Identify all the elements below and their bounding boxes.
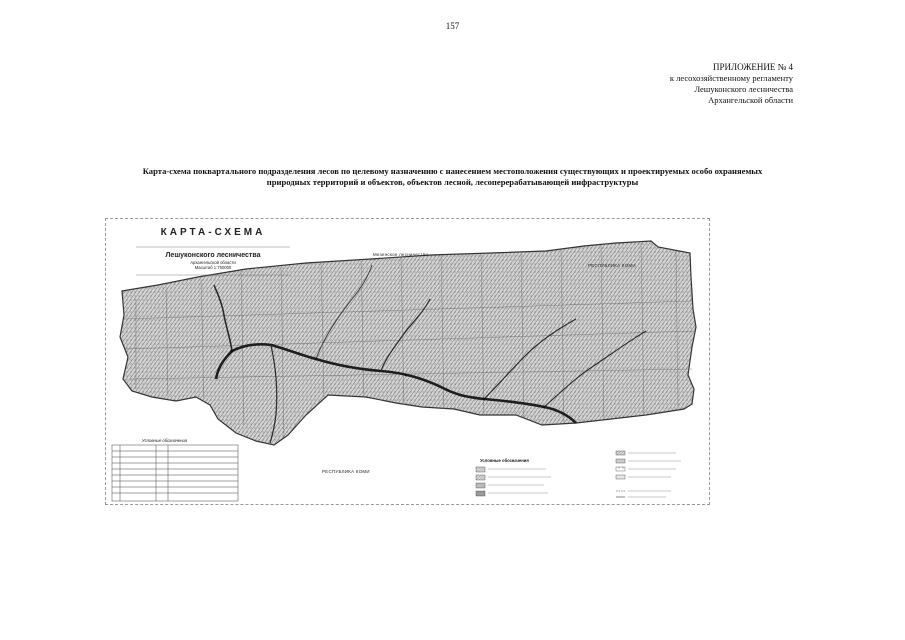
map-kind-title: КАРТА-СХЕМА bbox=[160, 227, 266, 238]
neighbor-label-bottom: РЕСПУБЛИКА КОМИ bbox=[322, 469, 370, 474]
neighbor-label-right: РЕСПУБЛИКА КОМИ bbox=[588, 263, 636, 268]
legend-table bbox=[112, 445, 238, 501]
appendix-line-forestry: Лешуконского лесничества bbox=[694, 84, 793, 94]
appendix-line-region: Архангельской области bbox=[708, 95, 793, 105]
appendix-title: ПРИЛОЖЕНИЕ № 4 bbox=[712, 62, 793, 72]
legend-left-caption: Условные обозначения bbox=[142, 438, 188, 443]
map-forestry-name: Лешуконского лесничества bbox=[165, 252, 261, 260]
legend-swatches-center bbox=[476, 467, 551, 496]
map-header bbox=[118, 222, 308, 270]
map-scale: Масштаб 1:750000 bbox=[194, 265, 232, 271]
document-title: Карта-схема поквартального подразделения лесов по целевому назначению с нанесением местоположения существующих и проектируемых особо охраняемых природных территорий и объектов, объектов лесной, лесоперерабатывающей инфраструктуры bbox=[142, 166, 763, 187]
neighbor-label-top: Мезенское лесничество bbox=[373, 252, 429, 257]
map-description bbox=[118, 238, 308, 251]
page-number: 157 bbox=[445, 21, 460, 31]
appendix-line-regulation: к лесохозяйственному регламенту bbox=[669, 73, 793, 83]
map-region-name: Архангельской области bbox=[190, 260, 236, 266]
legend-swatches-right bbox=[616, 451, 681, 497]
legend-right-title: Условные обозначения bbox=[480, 458, 529, 463]
appendix-block bbox=[573, 62, 793, 106]
map-frame bbox=[105, 218, 710, 505]
